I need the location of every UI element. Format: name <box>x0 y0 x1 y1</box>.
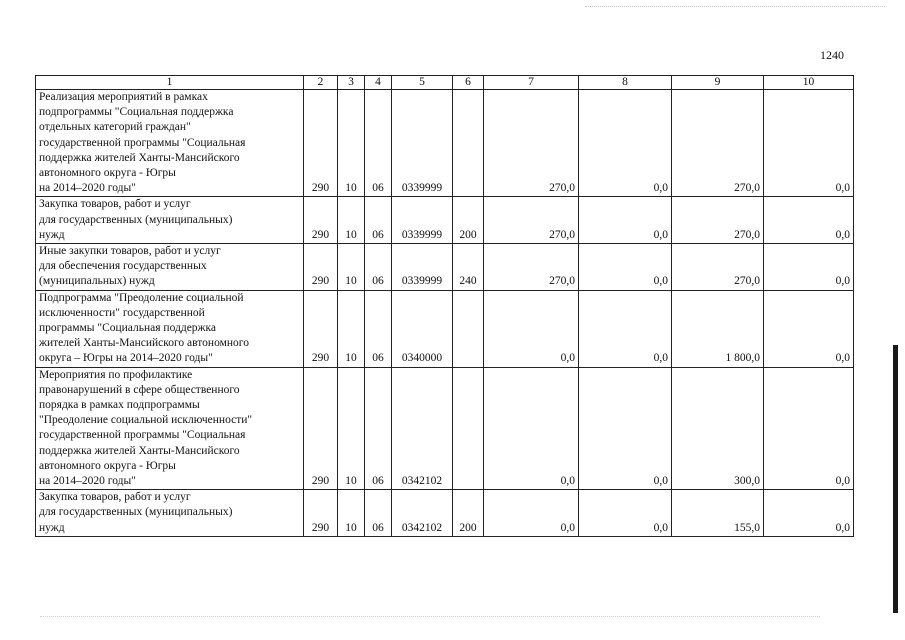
table-row <box>36 290 854 367</box>
cell-col2: 290 <box>304 367 338 490</box>
header-cell-3: 3 <box>338 76 365 90</box>
table-row <box>36 197 854 244</box>
cell-col6: 200 <box>453 197 484 244</box>
cell-col10: 0,0 <box>764 90 854 197</box>
header-cell-5: 5 <box>392 76 453 90</box>
header-row <box>36 76 854 90</box>
cell-col3: 10 <box>338 90 365 197</box>
row-name: Закупка товаров, работ и услуг для государственных (муниципальных) нужд <box>36 197 304 244</box>
row-name: Мероприятия по профилактике правонарушений в сфере общественного порядка в рамках подпрограммы "Преодоление социальной исключенности" государственной программы "Социальная поддержка жителей Ханты-Мансийского автономного округа - Югры на 2014–2020 годы" <box>36 367 304 490</box>
cell-col4: 06 <box>365 197 392 244</box>
cell-col3: 10 <box>338 244 365 291</box>
cell-col4: 06 <box>365 244 392 291</box>
header-cell-10: 10 <box>764 76 854 90</box>
cell-col9: 270,0 <box>672 90 764 197</box>
cell-col9: 300,0 <box>672 367 764 490</box>
cell-col10: 0,0 <box>764 197 854 244</box>
cell-col5: 0342102 <box>392 490 453 537</box>
cell-col5: 0339999 <box>392 90 453 197</box>
cell-col5: 0339999 <box>392 197 453 244</box>
cell-col5: 0340000 <box>392 290 453 367</box>
table-row <box>36 90 854 197</box>
cell-col8: 0,0 <box>579 490 672 537</box>
cell-col9: 270,0 <box>672 244 764 291</box>
cell-col10: 0,0 <box>764 490 854 537</box>
cell-col10: 0,0 <box>764 244 854 291</box>
cell-col10: 0,0 <box>764 367 854 490</box>
scan-artifact-right-edge <box>893 345 898 613</box>
cell-col6 <box>453 90 484 197</box>
cell-col6 <box>453 367 484 490</box>
row-name: Подпрограмма "Преодоление социальной исключенности" государственной программы "Социальная поддержка жителей Ханты-Мансийского автономного округа – Югры на 2014–2020 годы" <box>36 290 304 367</box>
cell-col7: 0,0 <box>484 367 579 490</box>
cell-col4: 06 <box>365 490 392 537</box>
cell-col7: 0,0 <box>484 290 579 367</box>
cell-col3: 10 <box>338 490 365 537</box>
cell-col3: 10 <box>338 290 365 367</box>
cell-col4: 06 <box>365 90 392 197</box>
header-cell-4: 4 <box>365 76 392 90</box>
table-row <box>36 244 854 291</box>
cell-col3: 10 <box>338 367 365 490</box>
table-row <box>36 490 854 537</box>
row-name: Реализация мероприятий в рамках подпрограммы "Социальная поддержка отдельных категорий граждан" государственной программы "Социальная поддержка жителей Ханты-Мансийского автономного округа - Югры на 2014–2020 годы" <box>36 90 304 197</box>
cell-col8: 0,0 <box>579 290 672 367</box>
header-cell-8: 8 <box>579 76 672 90</box>
scan-artifact-bottom <box>40 616 820 617</box>
header-cell-6: 6 <box>453 76 484 90</box>
cell-col6: 240 <box>453 244 484 291</box>
cell-col2: 290 <box>304 490 338 537</box>
cell-col5: 0342102 <box>392 367 453 490</box>
table-row <box>36 367 854 490</box>
cell-col2: 290 <box>304 197 338 244</box>
cell-col7: 0,0 <box>484 490 579 537</box>
cell-col4: 06 <box>365 367 392 490</box>
cell-col3: 10 <box>338 197 365 244</box>
cell-col9: 1 800,0 <box>672 290 764 367</box>
cell-col7: 270,0 <box>484 197 579 244</box>
cell-col2: 290 <box>304 90 338 197</box>
cell-col8: 0,0 <box>579 197 672 244</box>
cell-col9: 270,0 <box>672 197 764 244</box>
row-name: Иные закупки товаров, работ и услуг для обеспечения государственных (муниципальных) нужд <box>36 244 304 291</box>
cell-col10: 0,0 <box>764 290 854 367</box>
cell-col2: 290 <box>304 290 338 367</box>
cell-col8: 0,0 <box>579 244 672 291</box>
header-cell-1: 1 <box>36 76 304 90</box>
cell-col5: 0339999 <box>392 244 453 291</box>
page-number: 1240 <box>820 48 844 62</box>
cell-col6: 200 <box>453 490 484 537</box>
cell-col7: 270,0 <box>484 244 579 291</box>
header-cell-7: 7 <box>484 76 579 90</box>
cell-col4: 06 <box>365 290 392 367</box>
budget-table <box>35 75 854 537</box>
cell-col8: 0,0 <box>579 367 672 490</box>
cell-col2: 290 <box>304 244 338 291</box>
scan-artifact-top <box>585 6 885 7</box>
header-cell-9: 9 <box>672 76 764 90</box>
cell-col8: 0,0 <box>579 90 672 197</box>
cell-col6 <box>453 290 484 367</box>
row-name: Закупка товаров, работ и услуг для государственных (муниципальных) нужд <box>36 490 304 537</box>
header-cell-2: 2 <box>304 76 338 90</box>
cell-col7: 270,0 <box>484 90 579 197</box>
cell-col9: 155,0 <box>672 490 764 537</box>
